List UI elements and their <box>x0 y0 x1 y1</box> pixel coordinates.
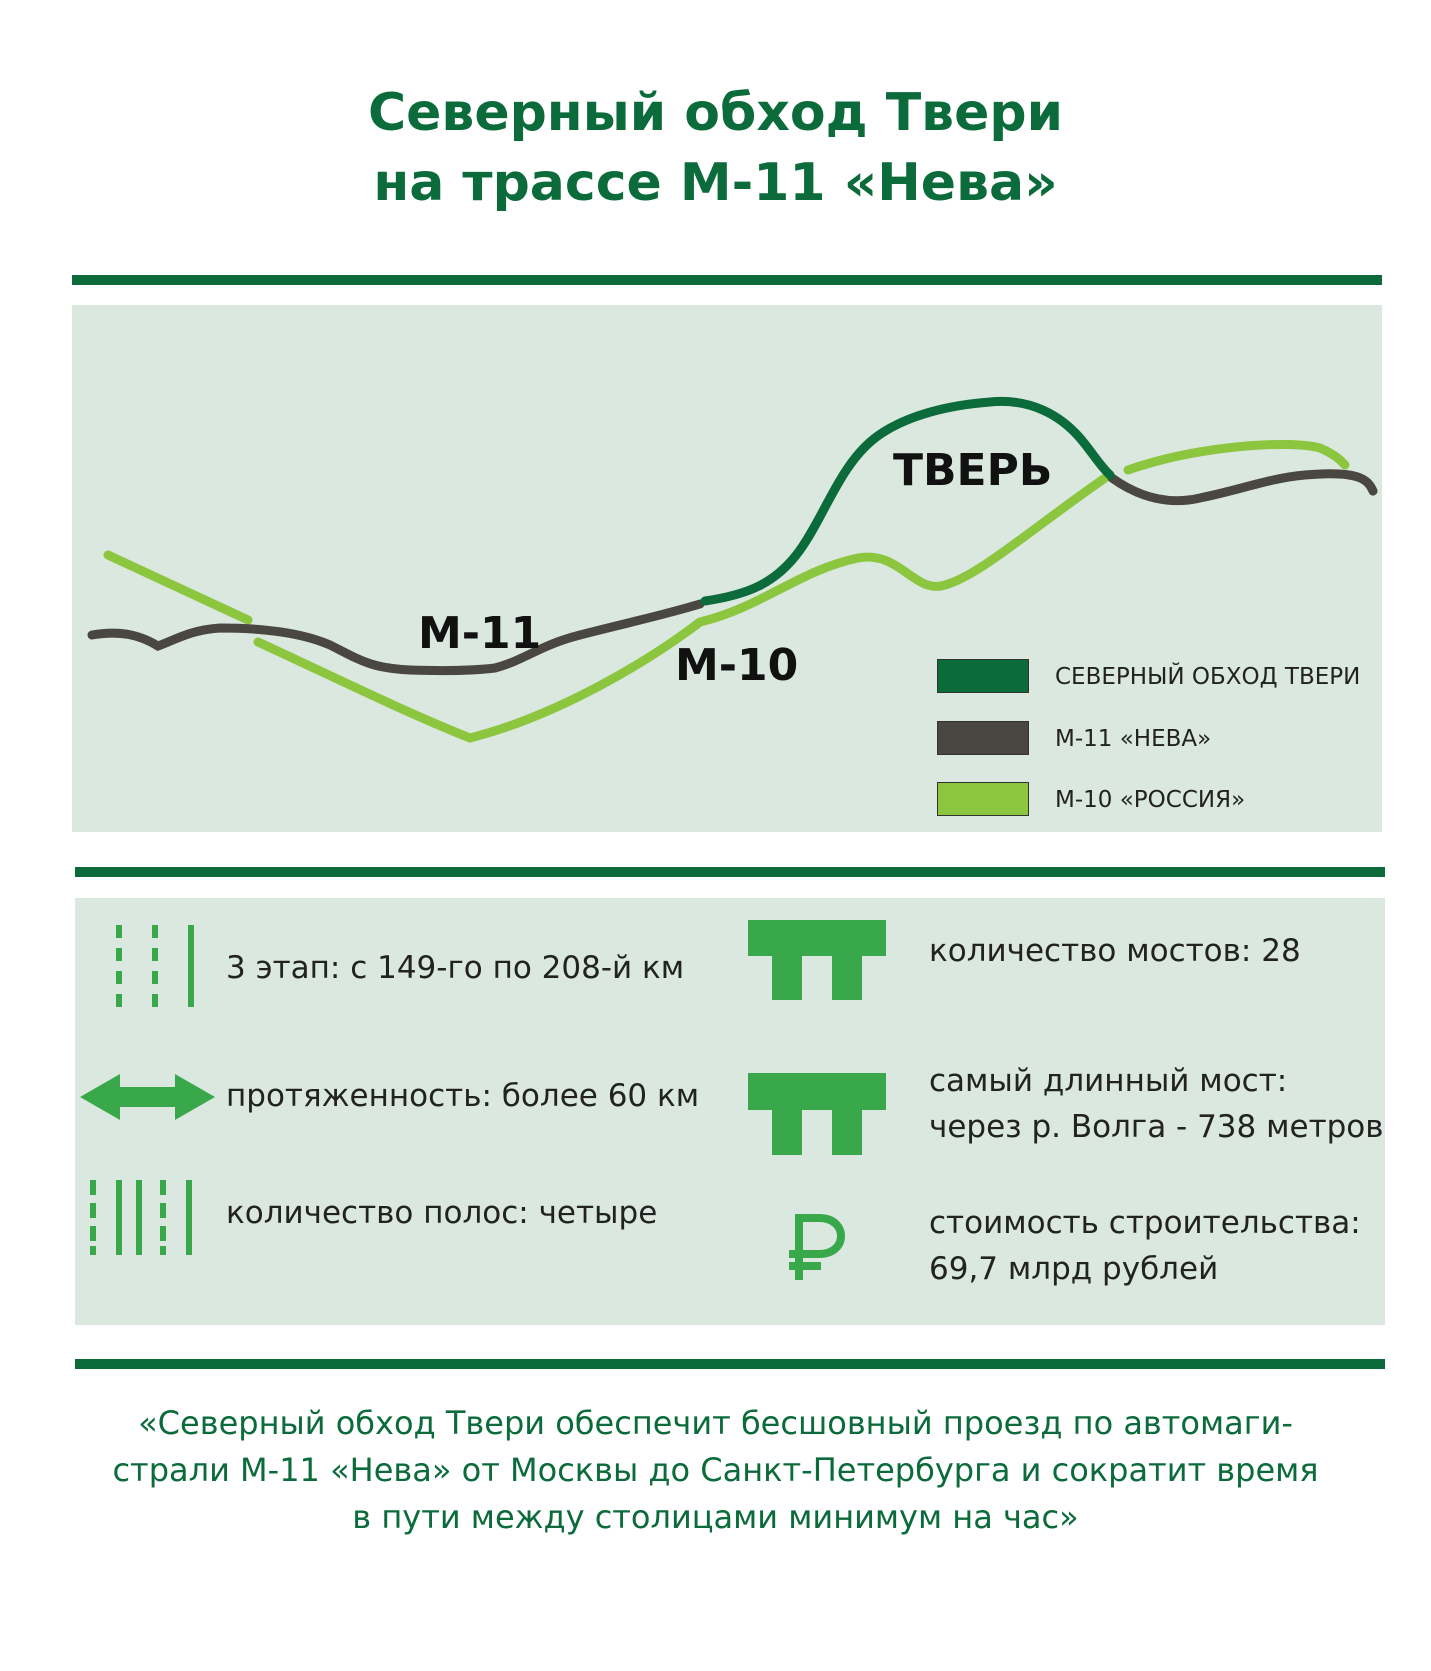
fact-stage: 3 этап: с 149-го по 208-й км <box>226 950 685 986</box>
quote-line-1: «Северный обход Твери обеспечит бесшовный проезд по автомаги- <box>138 1404 1293 1442</box>
bridge-icon <box>748 1073 886 1155</box>
title-line-2: на трассе М-11 «Нева» <box>373 153 1058 213</box>
legend-label-m10: М-10 «РОССИЯ» <box>1055 787 1246 813</box>
fact-longest-bridge <box>929 1058 1384 1150</box>
lanes-dashed-icon <box>110 920 200 1010</box>
ruble-icon <box>785 1212 845 1284</box>
quote <box>60 1400 1371 1541</box>
double-arrow-icon <box>80 1072 215 1122</box>
fact-longest-bridge-line-1: самый длинный мост: <box>929 1063 1288 1099</box>
map-label-m11: М-11 <box>418 608 542 659</box>
fact-longest-bridge-line-2: через р. Волга - 738 метров <box>929 1109 1384 1145</box>
title-line-1: Северный обход Твери <box>367 83 1064 143</box>
quote-line-3: в пути между столицами минимум на час» <box>352 1498 1079 1536</box>
divider-bottom <box>75 1359 1385 1369</box>
legend-swatch-northern-bypass <box>937 659 1029 693</box>
fact-cost-line-1: стоимость строительства: <box>929 1205 1361 1241</box>
four-lanes-icon <box>88 1180 198 1255</box>
map-label-m10: М-10 <box>675 640 799 691</box>
divider-middle <box>75 867 1385 877</box>
fact-bridges-count: количество мостов: 28 <box>929 933 1301 969</box>
fact-lanes: количество полос: четыре <box>226 1195 658 1231</box>
quote-line-2: страли М-11 «Нева» от Москвы до Санкт-Петербурга и сократит время <box>112 1451 1319 1489</box>
legend-label-m11: М-11 «НЕВА» <box>1055 726 1212 752</box>
legend-swatch-m10 <box>937 782 1029 816</box>
m10-road-east-segment <box>1128 444 1345 470</box>
legend-label-northern-bypass: СЕВЕРНЫЙ ОБХОД ТВЕРИ <box>1055 664 1361 690</box>
bridge-icon <box>748 920 886 1000</box>
fact-cost-line-2: 69,7 млрд рублей <box>929 1251 1219 1287</box>
fact-length: протяженность: более 60 км <box>226 1078 700 1114</box>
legend-swatch-m11 <box>937 721 1029 755</box>
map-label-tver: ТВЕРЬ <box>893 445 1053 496</box>
fact-cost <box>929 1200 1361 1292</box>
m10-road-west-segment <box>108 555 248 620</box>
